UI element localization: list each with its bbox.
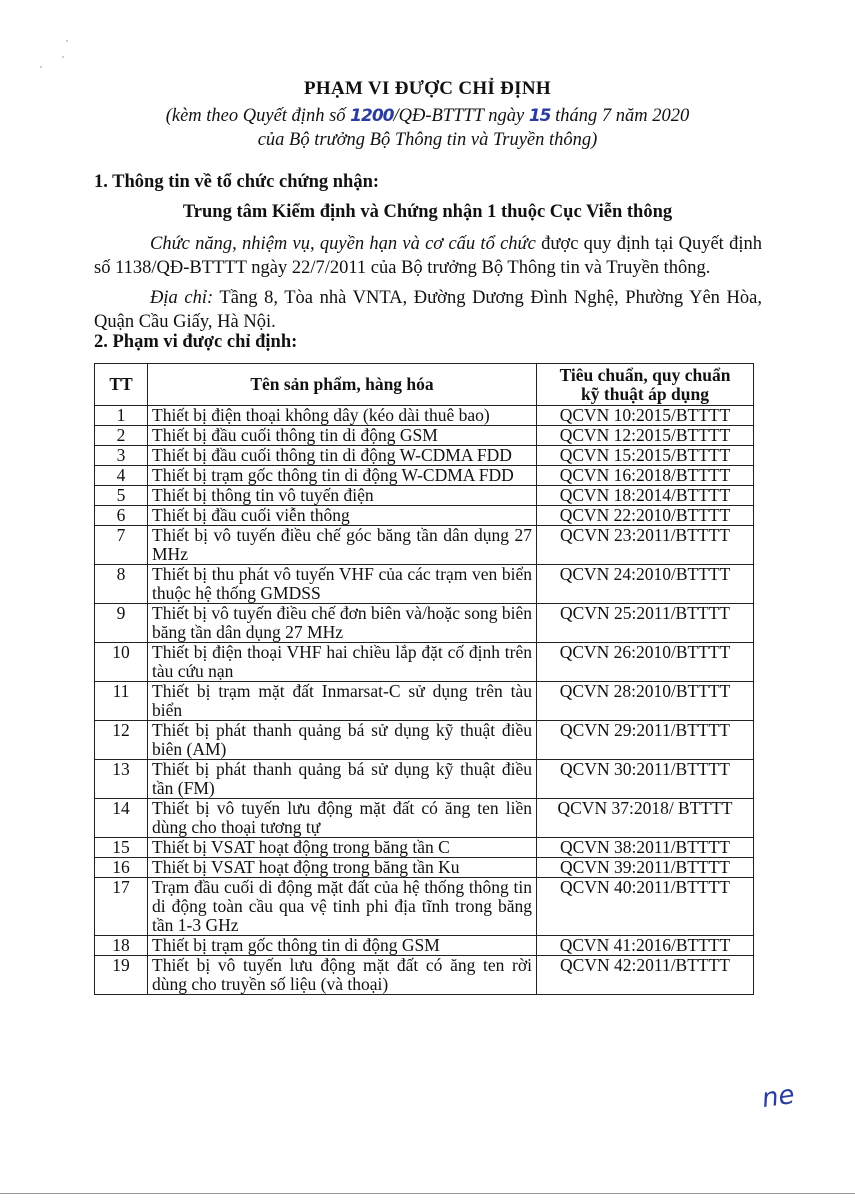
row-tt: 16 [95, 858, 148, 878]
row-product-name: Thiết bị vô tuyến lưu động mặt đất có ăng ten rời dùng cho truyền số liệu (và thoại) [148, 956, 537, 995]
decision-day-handwritten: 15 [528, 106, 551, 126]
table-row [95, 760, 754, 799]
row-standard: QCVN 12:2015/BTTTT [537, 426, 754, 446]
decision-reference [0, 104, 855, 152]
address-text: Tầng 8, Tòa nhà VNTA, Đường Dương Đình Nghệ, Phường Yên Hòa, Quận Cầu Giấy, Hà Nội. [94, 288, 762, 332]
table-row [95, 526, 754, 565]
row-tt: 19 [95, 956, 148, 995]
section-1-heading: 1. Thông tin về tổ chức chứng nhận: [94, 172, 380, 192]
table-row [95, 643, 754, 682]
row-product-name: Trạm đầu cuối di động mặt đất của hệ thống thông tin di động toàn cầu qua vệ tinh phi địa tĩnh trong băng tần 1-3 GHz [148, 878, 537, 936]
row-product-name: Thiết bị trạm gốc thông tin di động GSM [148, 936, 537, 956]
row-tt: 14 [95, 799, 148, 838]
row-product-name: Thiết bị điện thoại không dây (kéo dài thuê bao) [148, 406, 537, 426]
decision-number-handwritten: 1200 [350, 106, 394, 126]
row-tt: 1 [95, 406, 148, 426]
row-standard: QCVN 25:2011/BTTTT [537, 604, 754, 643]
row-product-name: Thiết bị vô tuyến điều chế đơn biên và/hoặc song biên băng tần dân dụng 27 MHz [148, 604, 537, 643]
row-standard: QCVN 38:2011/BTTTT [537, 838, 754, 858]
row-product-name: Thiết bị đầu cuối thông tin di động W-CDMA FDD [148, 446, 537, 466]
row-tt: 8 [95, 565, 148, 604]
row-product-name: Thiết bị trạm mặt đất Inmarsat-C sử dụng trên tàu biển [148, 682, 537, 721]
row-tt: 6 [95, 506, 148, 526]
table-row [95, 682, 754, 721]
page-title: PHẠM VI ĐƯỢC CHỈ ĐỊNH [304, 78, 551, 99]
row-standard: QCVN 18:2014/BTTTT [537, 486, 754, 506]
decision-mid: /QĐ-BTTTT ngày [393, 106, 529, 126]
row-product-name: Thiết bị điện thoại VHF hai chiều lắp đặt cố định trên tàu cứu nạn [148, 643, 537, 682]
table-header-row [95, 364, 754, 406]
row-product-name: Thiết bị thu phát vô tuyến VHF của các trạm ven biển thuộc hệ thống GMDSS [148, 565, 537, 604]
scope-table [94, 363, 754, 995]
table-row [95, 604, 754, 643]
row-standard: QCVN 22:2010/BTTTT [537, 506, 754, 526]
organization-name: Trung tâm Kiểm định và Chứng nhận 1 thuộc Cục Viễn thông [182, 202, 673, 222]
row-standard: QCVN 24:2010/BTTTT [537, 565, 754, 604]
row-tt: 10 [95, 643, 148, 682]
decision-line-1 [0, 104, 855, 128]
row-product-name: Thiết bị VSAT hoạt động trong băng tần C [148, 838, 537, 858]
row-standard: QCVN 10:2015/BTTTT [537, 406, 754, 426]
table-row [95, 721, 754, 760]
decision-line-2: của Bộ trưởng Bộ Thông tin và Truyền thông) [257, 130, 598, 150]
header-standard-line-1: Tiêu chuẩn, quy chuẩn [559, 364, 731, 385]
row-tt: 3 [95, 446, 148, 466]
row-tt: 17 [95, 878, 148, 936]
table-row [95, 799, 754, 838]
address-paragraph [94, 286, 762, 334]
row-standard: QCVN 26:2010/BTTTT [537, 643, 754, 682]
table-row [95, 936, 754, 956]
header-standard [537, 364, 754, 406]
row-product-name: Thiết bị trạm gốc thông tin di động W-CDMA FDD [148, 466, 537, 486]
row-standard: QCVN 40:2011/BTTTT [537, 878, 754, 936]
row-product-name: Thiết bị phát thanh quảng bá sử dụng kỹ thuật điều biên (AM) [148, 721, 537, 760]
row-tt: 18 [95, 936, 148, 956]
functions-label: Chức năng, nhiệm vụ, quyền hạn và cơ cấu tổ chức [150, 234, 536, 254]
header-tt: TT [95, 364, 148, 406]
row-tt: 4 [95, 466, 148, 486]
row-product-name: Thiết bị vô tuyến lưu động mặt đất có ăng ten liền dùng cho thoại tương tự [148, 799, 537, 838]
table-row [95, 838, 754, 858]
row-tt: 7 [95, 526, 148, 565]
table-row [95, 426, 754, 446]
table-row [95, 506, 754, 526]
row-product-name: Thiết bị thông tin vô tuyến điện [148, 486, 537, 506]
row-tt: 11 [95, 682, 148, 721]
page-bottom-edge [0, 1193, 855, 1194]
table-row [95, 406, 754, 426]
row-standard: QCVN 39:2011/BTTTT [537, 858, 754, 878]
row-product-name: Thiết bị đầu cuối viễn thông [148, 506, 537, 526]
address-label: Địa chỉ: [150, 288, 214, 308]
row-standard: QCVN 15:2015/BTTTT [537, 446, 754, 466]
table-row [95, 486, 754, 506]
row-tt: 5 [95, 486, 148, 506]
row-tt: 9 [95, 604, 148, 643]
row-standard: QCVN 28:2010/BTTTT [537, 682, 754, 721]
row-product-name: Thiết bị phát thanh quảng bá sử dụng kỹ thuật điều tần (FM) [148, 760, 537, 799]
table-row [95, 446, 754, 466]
row-standard: QCVN 16:2018/BTTTT [537, 466, 754, 486]
row-standard: QCVN 37:2018/ BTTTT [537, 799, 754, 838]
row-standard: QCVN 30:2011/BTTTT [537, 760, 754, 799]
initials-signature: ne [760, 1079, 797, 1115]
row-tt: 15 [95, 838, 148, 858]
table-body [95, 406, 754, 995]
row-tt: 12 [95, 721, 148, 760]
table-row [95, 466, 754, 486]
table-row [95, 565, 754, 604]
row-product-name: Thiết bị VSAT hoạt động trong băng tần Ku [148, 858, 537, 878]
row-standard: QCVN 29:2011/BTTTT [537, 721, 754, 760]
functions-paragraph [94, 232, 762, 280]
row-tt: 13 [95, 760, 148, 799]
table-row [95, 956, 754, 995]
row-product-name: Thiết bị đầu cuối thông tin di động GSM [148, 426, 537, 446]
row-standard: QCVN 42:2011/BTTTT [537, 956, 754, 995]
row-standard: QCVN 41:2016/BTTTT [537, 936, 754, 956]
row-product-name: Thiết bị vô tuyến điều chế góc băng tần dân dụng 27 MHz [148, 526, 537, 565]
decision-prefix: (kèm theo Quyết định số [165, 106, 351, 126]
functions-text: được quy định tại Quyết định số 1138/QĐ-BTTTT ngày 22/7/2011 của Bộ trưởng Bộ Thông tin và Truyền thông. [94, 234, 762, 278]
table-row [95, 858, 754, 878]
table-row [95, 878, 754, 936]
header-product-name: Tên sản phẩm, hàng hóa [148, 364, 537, 406]
row-tt: 2 [95, 426, 148, 446]
section-2-heading: 2. Phạm vi được chỉ định: [94, 332, 298, 352]
decision-date-suffix: tháng 7 năm 2020 [550, 106, 690, 126]
header-standard-line-2: kỹ thuật áp dụng [581, 383, 709, 404]
row-standard: QCVN 23:2011/BTTTT [537, 526, 754, 565]
